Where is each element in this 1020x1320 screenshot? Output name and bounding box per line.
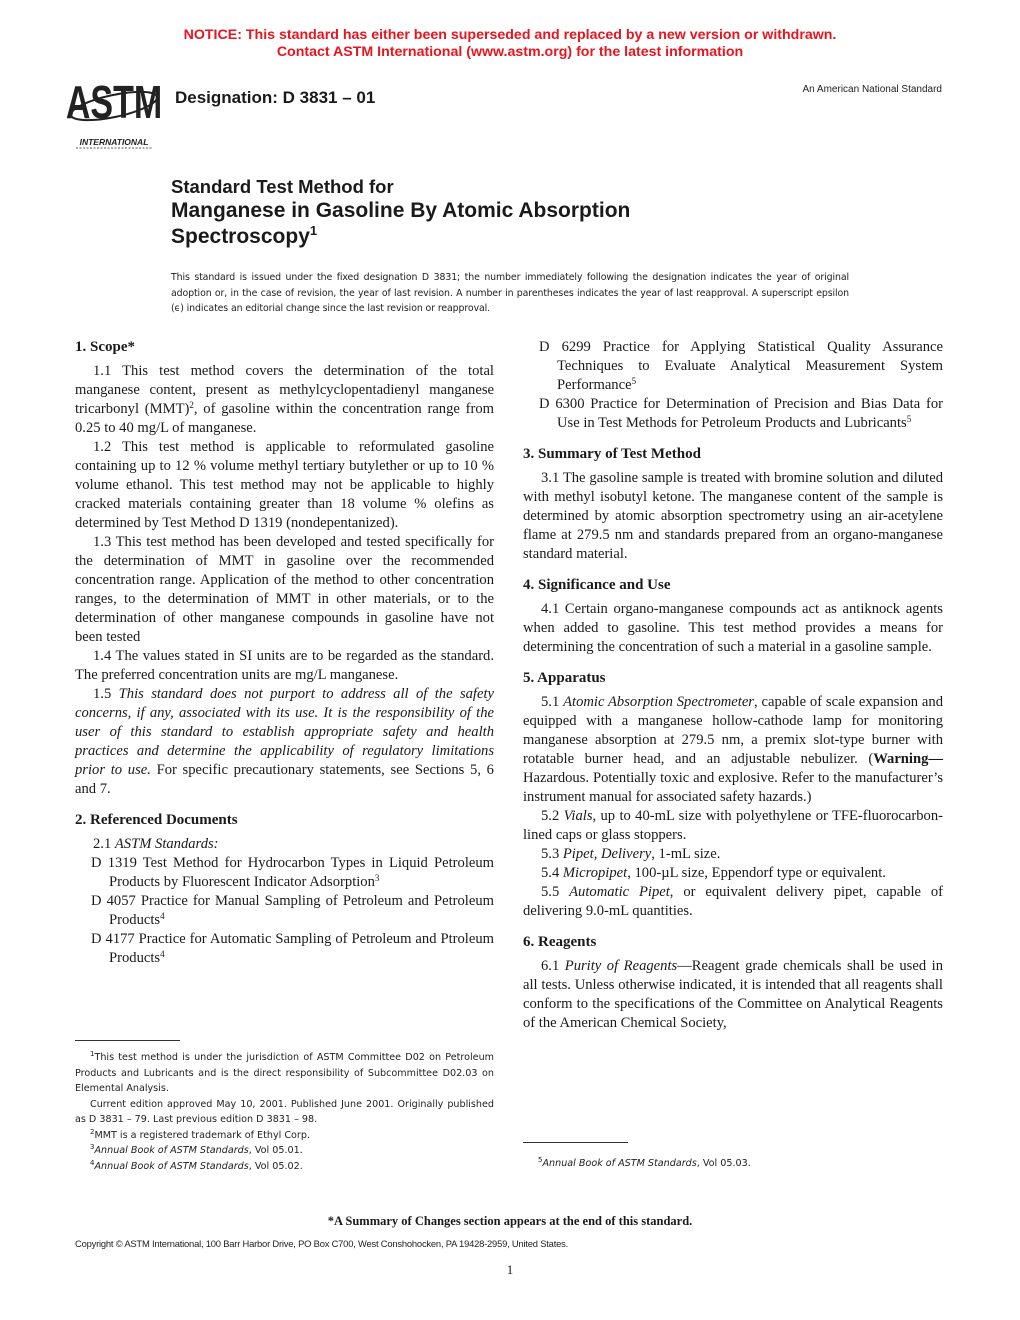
footnote-text: , Vol 05.01. <box>248 1145 303 1156</box>
section-6-heading: 6. Reagents <box>523 934 597 950</box>
p6-1-term: Purity of Reagents <box>564 958 678 974</box>
paragraph-2-1 <box>75 835 494 854</box>
warning-label: Warning— <box>873 751 943 767</box>
section-3-heading: 3. Summary of Test Method <box>523 446 701 462</box>
paragraph-1-5 <box>75 685 494 799</box>
footnote-ref[interactable]: 5 <box>906 414 912 424</box>
paragraph-1-3: 1.3 This test method has been developed and tested specifically for the determination of MMT in gasoline over the recommended concentration range. Application of the method to other concentration ranges, to the determination of MMT in other materials, or to the determination of other manganese compounds in gasoline have not been tested <box>75 534 494 645</box>
p2-1-label: ASTM Standards: <box>114 836 219 852</box>
paragraph-5-4 <box>523 864 943 883</box>
ref-text: D 4177 Practice for Automatic Sampling of Petroleum and Ptroleum Products <box>91 931 494 966</box>
paragraph-3-1: 3.1 The gasoline sample is treated with bromine solution and diluted with methyl isobutyl ketone. The manganese content of the sample is determined by atomic absorption spectrometry using an air-acetylene flame at 279.5 nm and standards prepared from an organo-manganese standard material. <box>523 470 943 562</box>
paragraph-5-3 <box>523 845 943 864</box>
p1-1-text-cont: , of gasoline within the concentration range from 0.25 to 40 mg/L of manganese. <box>75 401 494 436</box>
footnote-text: This test method is under the jurisdiction of ASTM Committee D02 on Petroleum Products and Lubricants and is the direct responsibility of Subcommittee D02.03 on Elemental Analysis. <box>75 1052 494 1094</box>
ref-d6300[interactable] <box>539 395 943 433</box>
national-standard-label: An American National Standard <box>802 84 942 95</box>
footnote-marker: 2 <box>90 1127 95 1136</box>
ref-d6299[interactable] <box>539 338 943 395</box>
title-line-1: Standard Test Method for <box>171 176 394 197</box>
footnote-text: , Vol 05.03. <box>696 1158 751 1169</box>
footnote-divider-left <box>75 1040 180 1041</box>
p5-1-text: , capable of scale expansion and equipped with a manganese hollow-cathode lamp for monitoring manganese absorption at 279.5 nm, a premix slot-type burner with rotatable burner head, and an adjustable nebulizer. ( <box>523 694 943 767</box>
left-column <box>75 338 494 968</box>
title-footnote-ref[interactable]: 1 <box>309 223 318 238</box>
designation: Designation: D 3831 – 01 <box>175 88 376 107</box>
section-5-heading: 5. Apparatus <box>523 670 606 686</box>
ref-d1319[interactable] <box>91 854 494 892</box>
p5-3-text: , 1-mL size. <box>651 846 721 862</box>
paragraph-5-5 <box>523 883 943 921</box>
p6-1-text: —Reagent grade chemicals shall be used in all tests. Unless otherwise indicated, it is intended that all reagents shall conform to the specifications of the Committee on Analytical Reagents of the American Chemical Society, <box>523 958 944 1031</box>
p5-1-term: Atomic Absorption Spectrometer <box>563 694 754 710</box>
p1-5-safety-text: This standard does not purport to address all of the safety concerns, if any, associated with its use. It is the responsibility of the user of this standard to establish appropriate safety and health practices and determine the applicability of regulatory limitations prior to use. <box>75 686 494 778</box>
logo-subtext: INTERNATIONAL <box>79 137 149 147</box>
footnote-text: , Vol 05.02. <box>248 1160 303 1172</box>
right-footnotes <box>523 1156 943 1172</box>
footnote-ref[interactable]: 3 <box>374 873 380 883</box>
ref-text: D 6300 Practice for Determination of Precision and Bias Data for Use in Test Methods for Petroleum Products and Lubricants <box>539 396 943 431</box>
footnote-book-title: Annual Book of ASTM Standards <box>542 1158 697 1169</box>
p1-5-text-cont: For specific precautionary statements, see Sections 5, 6 and 7. <box>75 762 494 797</box>
p5-4-num: 5.4 <box>541 865 563 881</box>
section-1-heading: 1. Scope* <box>75 339 135 355</box>
p6-1-num: 6.1 <box>541 958 565 974</box>
footnote-divider-right <box>523 1142 628 1143</box>
paragraph-1-4: 1.4 The values stated in SI units are to be regarded as the standard. The preferred concentration units are mg/L manganese. <box>75 648 494 683</box>
p5-5-num: 5.5 <box>541 884 570 900</box>
footnote-2 <box>75 1128 494 1144</box>
p5-1-text-cont: Hazardous. Potentially toxic and explosive. Refer to the manufacturer’s instrument manual for associated safety hazards.) <box>523 770 943 805</box>
p5-5-term: Automatic Pipet <box>569 884 670 900</box>
p5-3-num: 5.3 <box>541 846 563 862</box>
ref-d4177[interactable] <box>91 930 494 968</box>
logo-letters: ASTM <box>66 76 162 129</box>
p5-4-text: , 100-µL size, Eppendorf type or equivalent. <box>627 865 886 881</box>
footnote-book-title: Annual Book of ASTM Standards <box>94 1145 249 1156</box>
referenced-documents-list <box>75 854 494 968</box>
title-line-3 <box>171 224 630 250</box>
ref-text: D 6299 Practice for Applying Statistical Quality Assurance Techniques to Evaluate Analytical Measurement System Performance <box>539 339 943 393</box>
title-line-3-text: Spectroscopy <box>171 225 310 248</box>
paragraph-5-2 <box>523 807 943 845</box>
footnote-ref-2[interactable]: 2 <box>189 400 194 410</box>
document-title <box>171 175 630 250</box>
p1-5-num: 1.5 <box>93 686 119 702</box>
p1-1-text: 1.1 This test method covers the determination of the total manganese content, present as methylcyclopentadienyl manganese tricarbonyl (MMT) <box>75 363 494 417</box>
issuance-note: This standard is issued under the fixed designation D 3831; the number immediately following the designation indicates the year of original adoption or, in the case of revision, the year of last revision. A number in parentheses indicates the year of last reapproval. A superscript epsilon (ϵ) indicates an editorial change since the last revision or reapproval. <box>171 272 849 314</box>
p2-1-num: 2.1 <box>93 836 115 852</box>
p5-4-term: Micropipet <box>562 865 628 881</box>
section-4-heading: 4. Significance and Use <box>523 577 671 593</box>
footnote-marker: 3 <box>90 1143 95 1151</box>
p5-5-text: , or equivalent delivery pipet, capable of delivering 9.0-mL quantities. <box>523 884 944 919</box>
notice-line-1: NOTICE: This standard has either been superseded and replaced by a new version or withdrawn. <box>183 27 837 43</box>
paragraph-6-1 <box>523 957 943 1033</box>
paragraph-5-1 <box>523 693 943 807</box>
footnote-ref[interactable]: 4 <box>160 911 165 921</box>
supersede-notice <box>0 27 1020 61</box>
footnote-marker: 1 <box>90 1050 95 1058</box>
paragraph-1-1 <box>75 362 494 438</box>
footnote-3 <box>75 1143 494 1159</box>
footnote-4 <box>75 1159 494 1175</box>
p5-2-text: , up to 40-mL size with polyethylene or TFE-fluorocarbon-lined caps or glass stoppers. <box>523 808 943 843</box>
left-footnotes <box>75 1050 494 1174</box>
paragraph-1-2: 1.2 This test method is applicable to reformulated gasoline containing up to 12 % volume methyl tertiary butylether or up to 10 % volume ethanol. This test method may not be applicable to highly cracked materials containing greater than 18 volume % olefins as determined by Test Method D 1319 (nondepentanized). <box>75 439 494 531</box>
referenced-documents-list-cont <box>523 338 943 433</box>
summary-of-changes-note: *A Summary of Changes section appears at the end of this standard. <box>327 1214 693 1228</box>
footnote-text: MMT is a registered trademark of Ethyl Corp. <box>94 1129 310 1141</box>
footnote-ref[interactable]: 4 <box>160 949 165 959</box>
footnote-marker: 4 <box>90 1158 95 1167</box>
notice-line-2: Contact ASTM International (www.astm.org) for the latest information <box>276 44 744 60</box>
ref-d4057[interactable] <box>91 892 494 930</box>
footnote-1 <box>75 1050 494 1097</box>
p5-2-term: Vials <box>563 808 593 824</box>
footnote-book-title: Annual Book of ASTM Standards <box>94 1160 249 1172</box>
astm-international-logo-icon <box>66 76 162 150</box>
section-2-heading: 2. Referenced Documents <box>75 812 238 828</box>
p5-3-term: Pipet, Delivery <box>562 846 652 862</box>
page-number: 1 <box>506 1262 514 1277</box>
p5-1-num: 5.1 <box>541 694 564 710</box>
footnote-ref[interactable]: 5 <box>631 376 637 386</box>
p5-2-num: 5.2 <box>541 808 564 824</box>
edition-note: Current edition approved May 10, 2001. Published June 2001. Originally published as D 3831 – 79. Last previous edition D 3831 – 98. <box>75 1098 494 1125</box>
astm-logo-svg <box>66 76 162 150</box>
footnote-5 <box>523 1156 943 1172</box>
ref-text: D 4057 Practice for Manual Sampling of Petroleum and Petroleum Products <box>91 893 494 928</box>
footnote-marker: 5 <box>538 1156 543 1164</box>
copyright-line: Copyright © ASTM International, 100 Barr Harbor Drive, PO Box C700, West Conshohocken, PA 19428-2959, United States. <box>75 1238 568 1249</box>
ref-text: D 1319 Test Method for Hydrocarbon Types in Liquid Petroleum Products by Fluorescent Indicator Adsorption <box>91 855 494 890</box>
right-column <box>523 338 943 1033</box>
paragraph-4-1: 4.1 Certain organo-manganese compounds act as antiknock agents when added to gasoline. This test method provides a means for determining the concentration of such a material in a gasoline sample. <box>523 601 943 655</box>
title-line-2: Manganese in Gasoline By Atomic Absorption <box>171 199 631 222</box>
